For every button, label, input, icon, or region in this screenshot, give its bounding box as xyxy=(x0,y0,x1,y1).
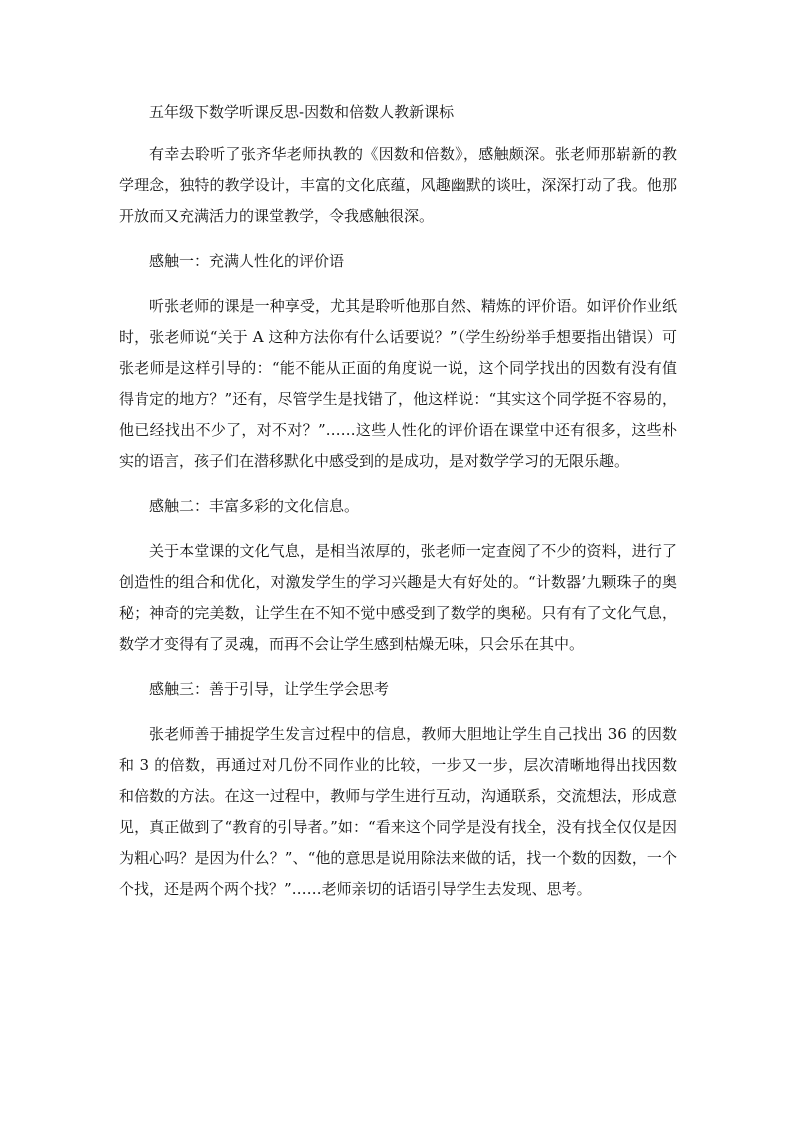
section-heading-2: 感触二：丰富多彩的文化信息。 xyxy=(149,497,360,515)
section-paragraph-3: 张老师善于捕捉学生发言过程中的信息，教师大胆地让学生自己找出 36 的因数和 3 的倍数，再通过对几份不同作业的比较，一步又一步，层次清晰地得出找因数和倍数的方法。在这一过程中，教师与学生进行互动，沟通联系，交流想法，形成意见，真正做到了“教育的引导者。”如：“看来这个同学是没有找全，没有找全仅仅是因为粗心吗？是因为什么？”、“他的意思是说用除法来做的话，找一个数的因数，一个个找，还是两个两个找？”……老师亲切的话语引导学生去发现、思考。 xyxy=(119,725,677,898)
document-title: 五年级下数学听课反思-因数和倍数人教新课标 xyxy=(149,103,455,121)
section-heading-3: 感触三：善于引导，让学生学会思考 xyxy=(149,680,390,698)
section-paragraph-2: 关于本堂课的文化气息，是相当浓厚的，张老师一定查阅了不少的资料，进行了创造性的组合和优化，对激发学生的学习兴趣是大有好处的。“计数器’九颗珠子的奥秘；神奇的完美数，让学生在不知不觉中感受到了数学的奥秘。只有有了文化气息，数学才变得有了灵魂，而再不会让学生感到枯燥无味，只会乐在其中。 xyxy=(119,542,677,653)
section-paragraph-1: 听张老师的课是一种享受，尤其是聆听他那自然、精炼的评价语。如评价作业纸时，张老师说“关于 A 这种方法你有什么话要说？”（学生纷纷举手想要指出错误）可张老师是这样引导的：“能不能从正面的角度说一说，这个同学找出的因数有没有值得肯定的地方？”还有，尽管学生是找错了，他这样说：“其实这个同学挺不容易的，他已经找出不少了，对不对？”……这些人性化的评价语在课堂中还有很多，这些朴实的语言，孩子们在潜移默化中感受到的是成功，是对数学学习的无限乐趣。 xyxy=(119,297,677,470)
intro-paragraph: 有幸去聆听了张齐华老师执教的《因数和倍数》，感触颇深。张老师那崭新的教学理念，独特的教学设计，丰富的文化底蕴，风趣幽默的谈吐，深深打动了我。他那开放而又充满活力的课堂教学，令我感触很深。 xyxy=(119,145,677,225)
document-body xyxy=(119,97,677,905)
section-heading-1: 感触一：充满人性化的评价语 xyxy=(149,252,345,270)
